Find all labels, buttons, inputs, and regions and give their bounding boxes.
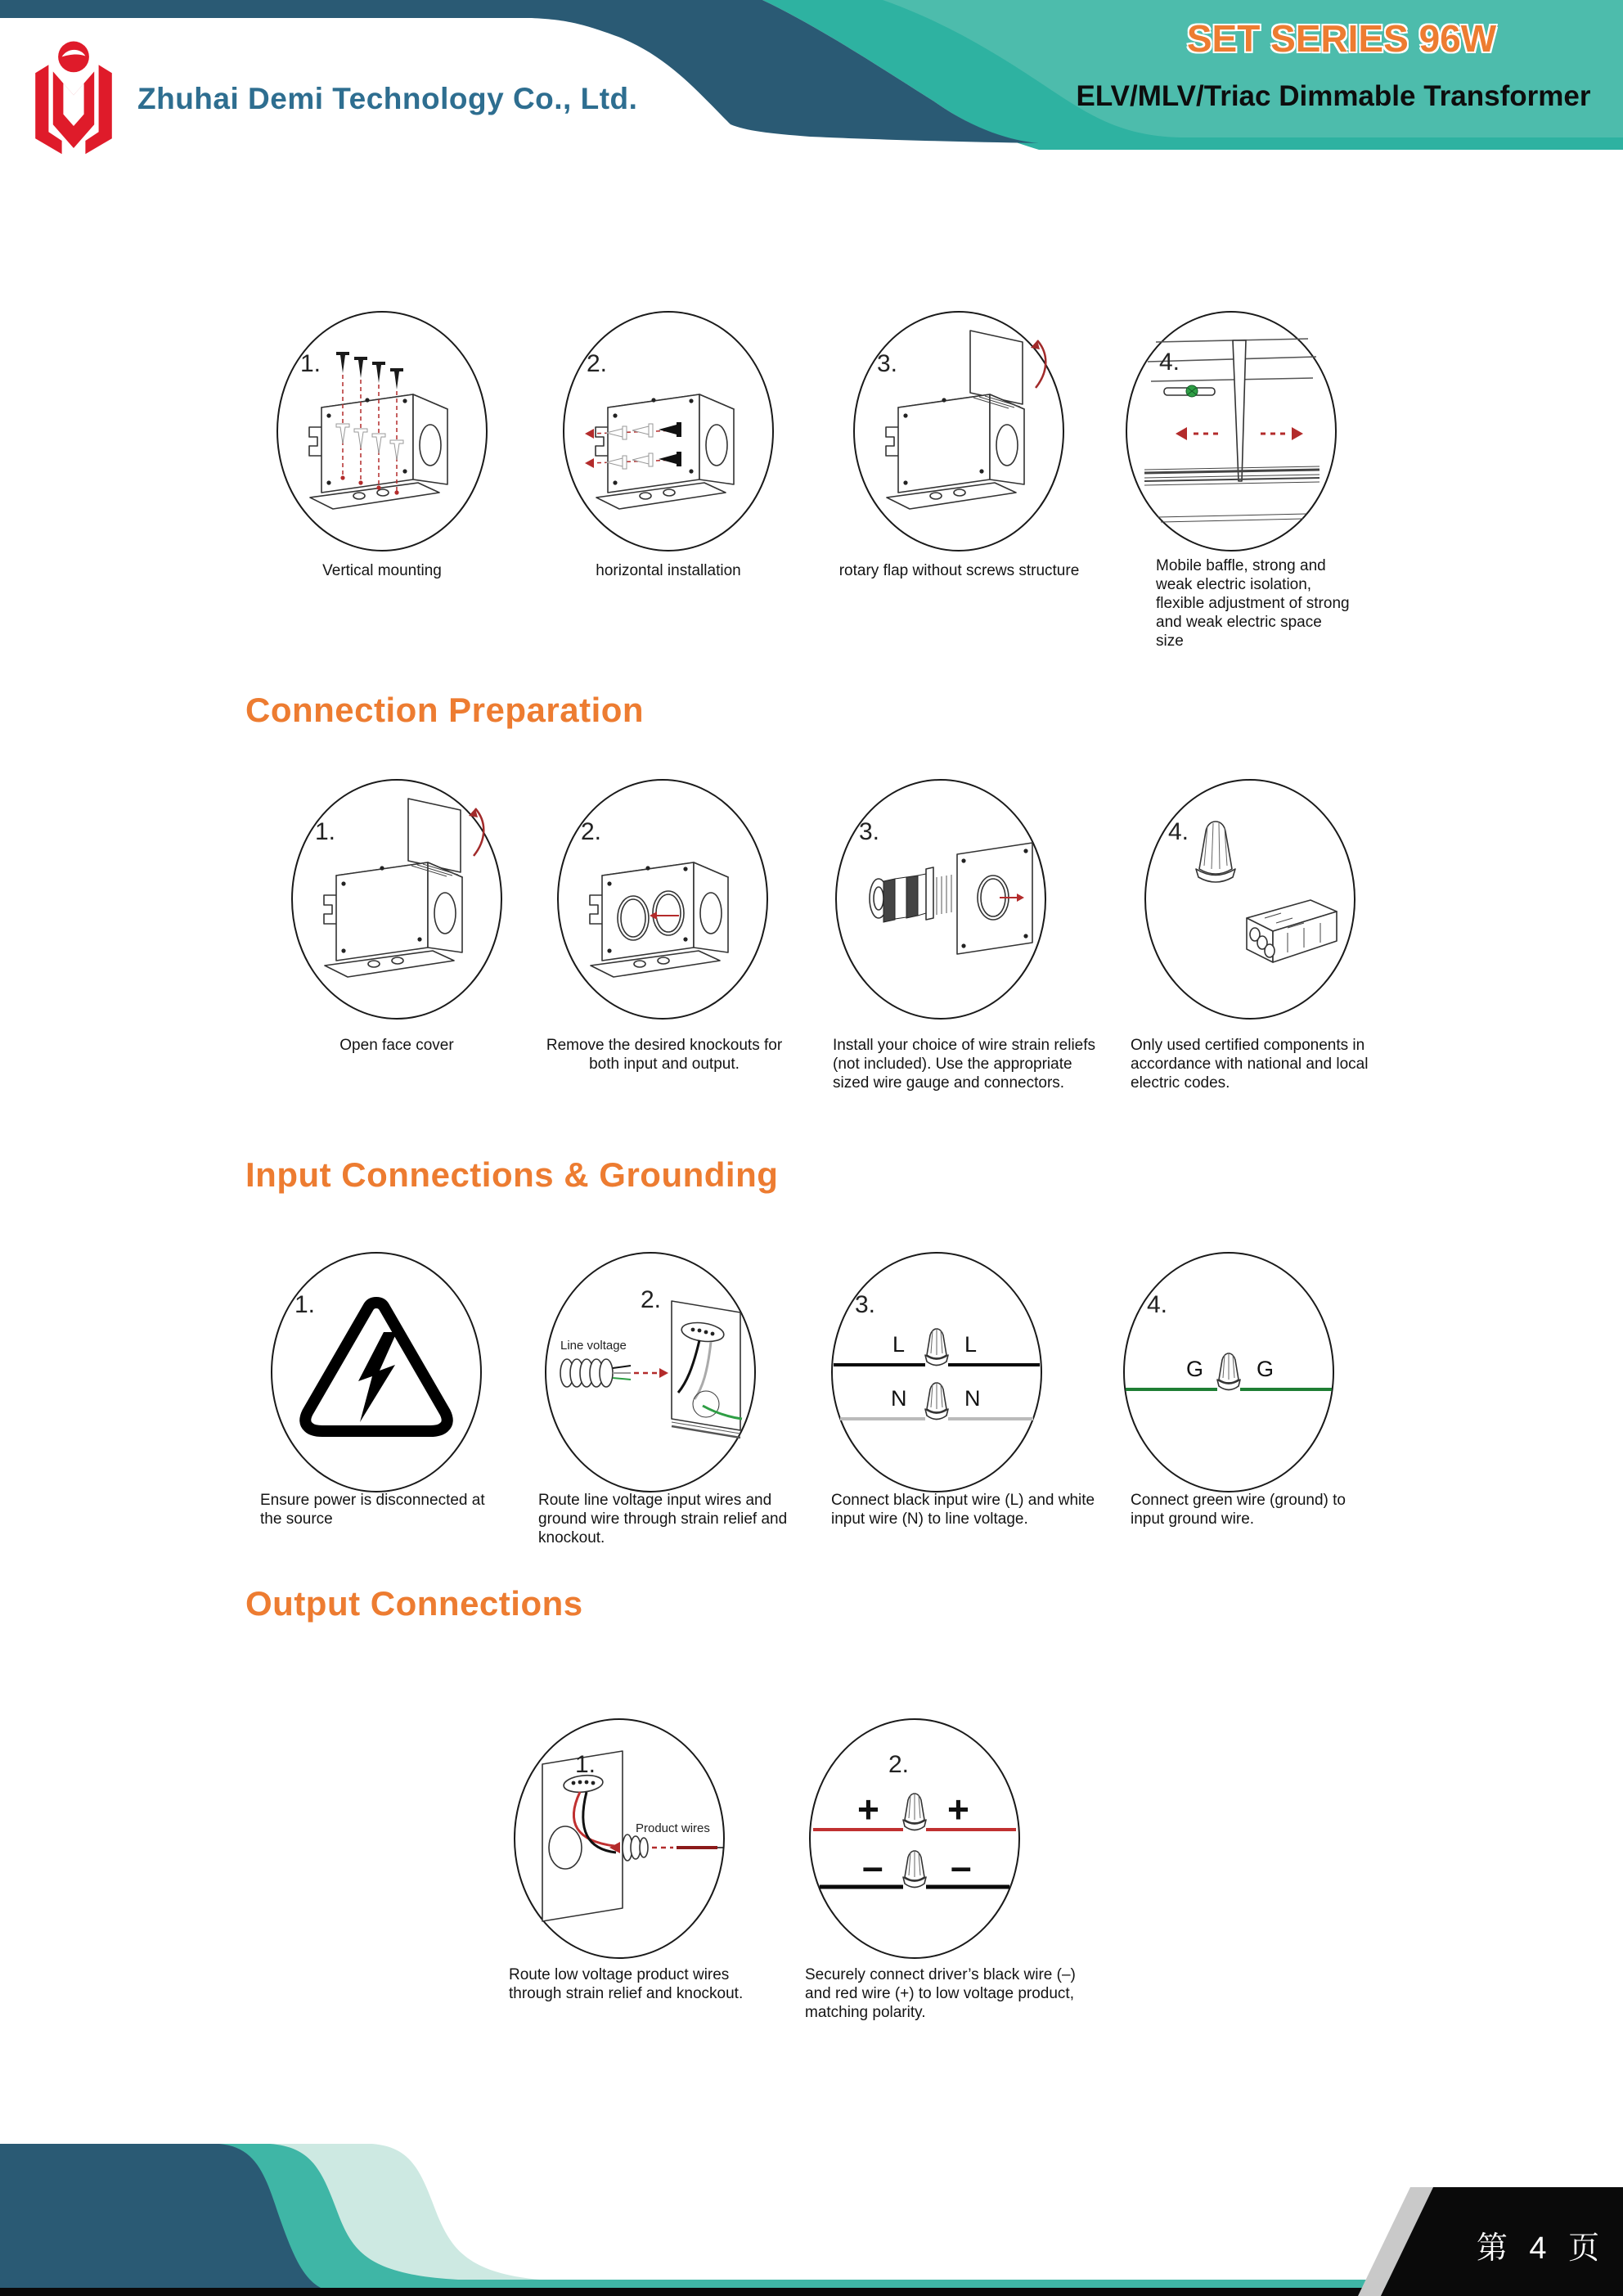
caption-remove-knockouts: Remove the desired knockouts for both input and output.: [546, 1037, 783, 1073]
caption-route-product-wires: Route low voltage product wires through strain relief and knockout.: [509, 1966, 744, 2002]
figure-number: 3.: [877, 350, 898, 377]
product-title: ELV/MLV/Triac Dimmable Transformer: [1076, 80, 1591, 112]
figure-strain-relief: [833, 777, 1049, 1021]
certified-components-diagram: [1142, 777, 1358, 1021]
figure-number: 1.: [294, 1291, 316, 1318]
figure-number: 3.: [855, 1291, 876, 1318]
connect-polarity-diagram: [807, 1717, 1023, 1961]
connect-line-neutral-diagram: [829, 1250, 1045, 1494]
polarity-minus: –: [862, 1845, 883, 1888]
connect-ground-diagram: [1121, 1250, 1337, 1494]
figure-number: 2.: [888, 1751, 910, 1778]
figure-connect-line-neutral: [829, 1250, 1045, 1494]
footer-banner: [0, 2141, 1623, 2296]
figure-number: 4.: [1159, 349, 1180, 376]
polarity-plus: +: [947, 1788, 969, 1830]
figure-horizontal-installation: [560, 309, 776, 553]
vertical-mounting-diagram: [274, 309, 490, 553]
wire-label-L: L: [964, 1332, 978, 1357]
caption-connect-ground: Connect green wire (ground) to input ground wire.: [1131, 1492, 1346, 1528]
company-logo-icon: [21, 38, 126, 155]
figure-power-warning: [268, 1250, 484, 1494]
wire-label-G: G: [1186, 1357, 1204, 1381]
rotary-flap-diagram: [851, 309, 1067, 553]
warning-triangle-icon: [268, 1250, 484, 1494]
figure-route-product-wires: [511, 1717, 727, 1961]
wire-label-G: G: [1257, 1357, 1275, 1381]
figure-mobile-baffle: [1123, 309, 1339, 553]
series-title: SET SERIES 96W: [1186, 17, 1497, 60]
heading-input-connections: Input Connections & Grounding: [245, 1155, 779, 1194]
polarity-minus: –: [951, 1845, 972, 1888]
knockouts-diagram: [555, 777, 771, 1021]
polarity-plus: +: [857, 1788, 879, 1830]
mobile-baffle-diagram: [1123, 309, 1339, 553]
heading-output-connections: Output Connections: [245, 1584, 583, 1623]
figure-number: 3.: [859, 818, 880, 845]
company-name: Zhuhai Demi Technology Co., Ltd.: [137, 82, 638, 115]
figure-rotary-flap: [851, 309, 1067, 553]
figure-certified-components: [1142, 777, 1358, 1021]
caption-connect-polarity: Securely connect driver’s black wire (–) and red wire (+) to low voltage product, matching polarity.: [805, 1966, 1076, 2021]
figure-number: 4.: [1147, 1291, 1168, 1318]
figure-number: 1.: [300, 350, 321, 377]
wire-label-L: L: [892, 1332, 906, 1357]
heading-connection-preparation: Connection Preparation: [245, 691, 645, 729]
figure-remove-knockouts: [555, 777, 771, 1021]
caption-route-line-voltage: Route line voltage input wires and ground wire through strain relief and knockout.: [538, 1492, 788, 1546]
figure-number: 1.: [315, 818, 336, 845]
caption-open-face-cover: Open face cover: [339, 1037, 454, 1054]
caption-power-warning: Ensure power is disconnected at the source: [260, 1492, 485, 1528]
figure-route-line-voltage: [542, 1250, 758, 1494]
open-face-cover-diagram: [289, 777, 505, 1021]
figure-number: 4.: [1168, 818, 1189, 845]
caption-connect-line-neutral: Connect black input wire (L) and white input wire (N) to line voltage.: [831, 1492, 1095, 1528]
line-voltage-label: Line voltage: [560, 1339, 627, 1353]
page-number: 第 4 页: [1476, 2231, 1607, 2266]
figure-number: 1.: [575, 1751, 596, 1778]
figure-connect-polarity: [807, 1717, 1023, 1961]
wire-label-N: N: [964, 1386, 981, 1411]
caption-horizontal-installation: horizontal installation: [596, 562, 741, 579]
caption-rotary-flap: rotary flap without screws structure: [838, 562, 1080, 579]
route-product-wires-diagram: [511, 1717, 727, 1961]
figure-connect-ground: [1121, 1250, 1337, 1494]
figure-number: 2.: [587, 350, 608, 377]
horizontal-installation-diagram: [560, 309, 776, 553]
figure-open-face-cover: [289, 777, 505, 1021]
caption-mobile-baffle: Mobile baffle, strong and weak electric isolation, flexible adjustment of strong and weak electric space size: [1156, 557, 1350, 650]
figure-number: 2.: [581, 818, 602, 845]
caption-strain-relief: Install your choice of wire strain reliefs (not included). Use the appropriate sized wire gauge and connectors.: [833, 1037, 1096, 1092]
figure-number: 2.: [641, 1286, 662, 1313]
wire-label-N: N: [891, 1386, 907, 1411]
figure-vertical-mounting: [274, 309, 490, 553]
strain-relief-diagram: [833, 777, 1049, 1021]
product-wires-label: Product wires: [636, 1821, 710, 1835]
caption-vertical-mounting: Vertical mounting: [322, 562, 442, 579]
caption-certified-components: Only used certified components in accordance with national and local electric codes.: [1131, 1037, 1369, 1092]
